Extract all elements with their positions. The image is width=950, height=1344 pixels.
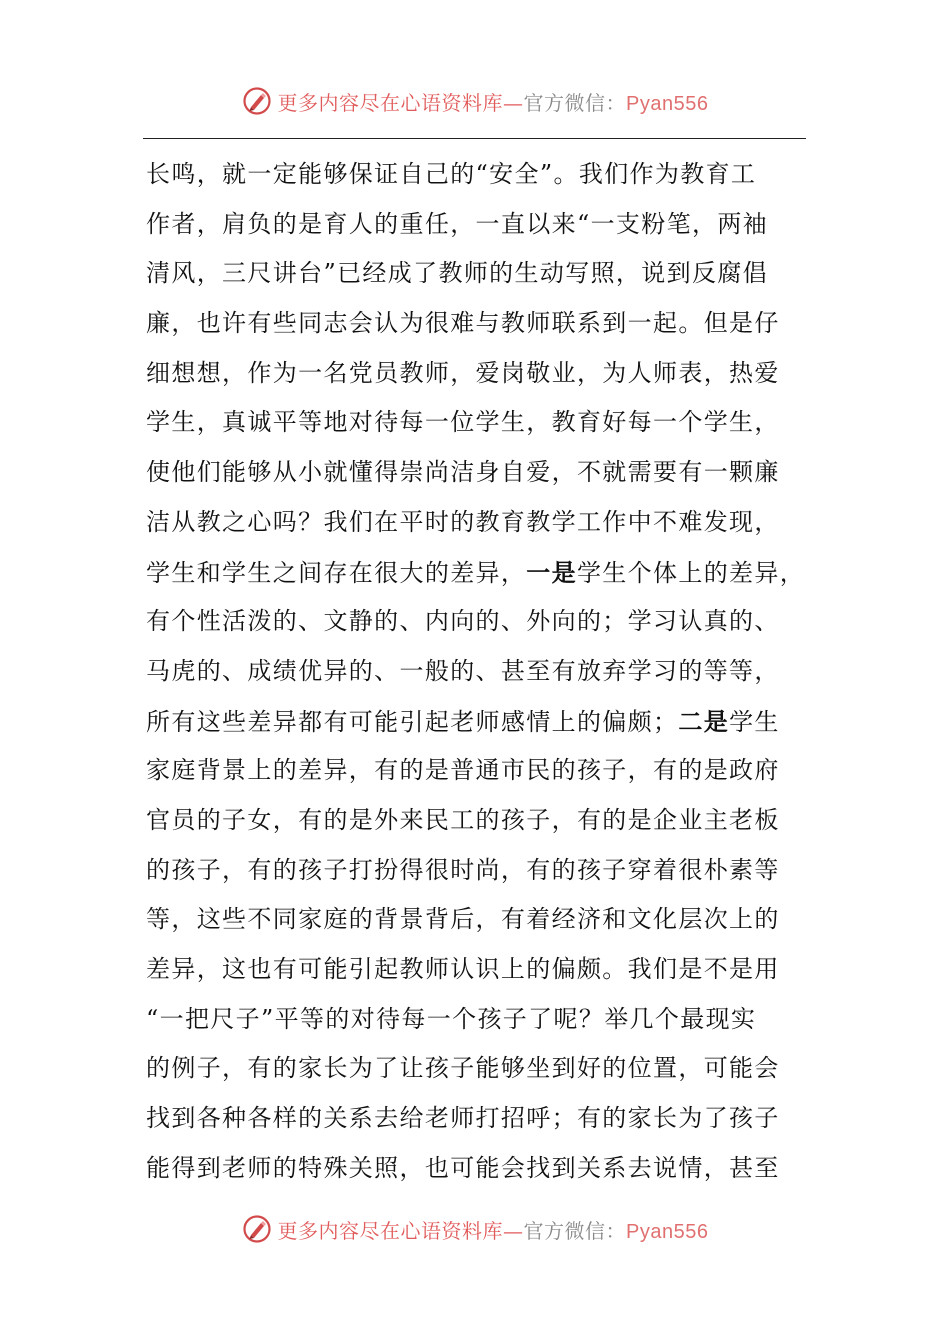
header-wechat-label: 官方微信： <box>523 90 627 115</box>
paragraph-line: 清风，三尺讲台”已经成了教师的生动写照，说到反腐倡 <box>146 259 769 288</box>
line-text: 学生和学生之间存在很大的差异， <box>146 558 527 587</box>
footer-brand-line <box>278 1215 709 1244</box>
paragraph-line: 马虎的、成绩优异的、一般的、甚至有放弃学习的等等， <box>146 656 780 685</box>
footer-brand-text: 更多内容尽在心语资料库 <box>277 1218 504 1243</box>
bold-enumerator: 一是 <box>526 557 577 587</box>
document-body <box>146 150 806 1193</box>
page-header-watermark <box>0 84 950 118</box>
page-footer-watermark <box>0 1212 950 1246</box>
paragraph-line: 细想想，作为一名党员教师，爱岗敬业，为人师表，热爱 <box>146 358 780 387</box>
line-text: 学生个体上的差异， <box>576 558 806 587</box>
paragraph-line: 家庭背景上的差异，有的是普通市民的孩子，有的是政府 <box>146 756 780 785</box>
bold-enumerator: 二是 <box>678 706 730 736</box>
footer-wechat-label: 官方微信： <box>523 1218 627 1243</box>
paragraph-line: 能得到老师的特殊关照，也可能会找到关系去说情，甚至 <box>146 1153 780 1182</box>
line-text: 所有这些差异都有可能引起老师感情上的偏颇； <box>146 707 679 736</box>
pen-seal-logo-icon <box>242 86 272 116</box>
paragraph-line: 的例子，有的家长为了让孩子能够坐到好的位置，可能会 <box>146 1054 780 1083</box>
paragraph-line: “一把尺子”平等的对待每一个孩子了呢？举几个最现实 <box>146 1004 757 1033</box>
paragraph-line: 的孩子，有的孩子打扮得很时尚，有的孩子穿着很朴素等 <box>146 855 780 884</box>
paragraph-line: 长鸣，就一定能够保证自己的“安全”。我们作为教育工 <box>146 160 757 188</box>
pen-seal-logo-icon <box>242 1214 272 1244</box>
paragraph-line: 找到各种各样的关系去给老师打招呼；有的家长为了孩子 <box>146 1104 780 1133</box>
paragraph-line: 廉，也许有些同志会认为很难与教师联系到一起。但是仔 <box>146 309 780 338</box>
paragraph-line: 使他们能够从小就懂得崇尚洁身自爱，不就需要有一颗廉 <box>146 458 780 487</box>
header-divider <box>143 138 806 139</box>
header-separator: — <box>503 90 524 115</box>
paragraph-line: 洁从教之心吗？我们在平时的教育教学工作中不难发现， <box>146 507 780 536</box>
footer-wechat-id: Pyan556 <box>626 1220 709 1243</box>
paragraph-line: 学生，真诚平等地对待每一位学生，教育好每一个学生， <box>146 408 780 437</box>
paragraph-line: 有个性活泼的、文静的、内向的、外向的；学习认真的、 <box>146 607 780 636</box>
line-text: 学生 <box>729 707 780 736</box>
header-wechat-id: Pyan556 <box>626 92 709 115</box>
paragraph-line: 官员的子女，有的是外来民工的孩子，有的是企业主老板 <box>146 805 780 834</box>
paragraph-line: 作者，肩负的是育人的重任，一直以来“一支粉笔，两袖 <box>146 209 769 238</box>
footer-separator: — <box>503 1218 524 1243</box>
paragraph-line: 差异，这也有可能引起教师认识上的偏颇。我们是不是用 <box>146 955 780 983</box>
header-brand-text: 更多内容尽在心语资料库 <box>277 90 504 115</box>
header-brand-line <box>278 87 709 116</box>
paragraph-line <box>146 697 806 747</box>
paragraph-line: 等，这些不同家庭的背景背后，有着经济和文化层次上的 <box>146 905 780 934</box>
paragraph-line <box>146 548 806 598</box>
